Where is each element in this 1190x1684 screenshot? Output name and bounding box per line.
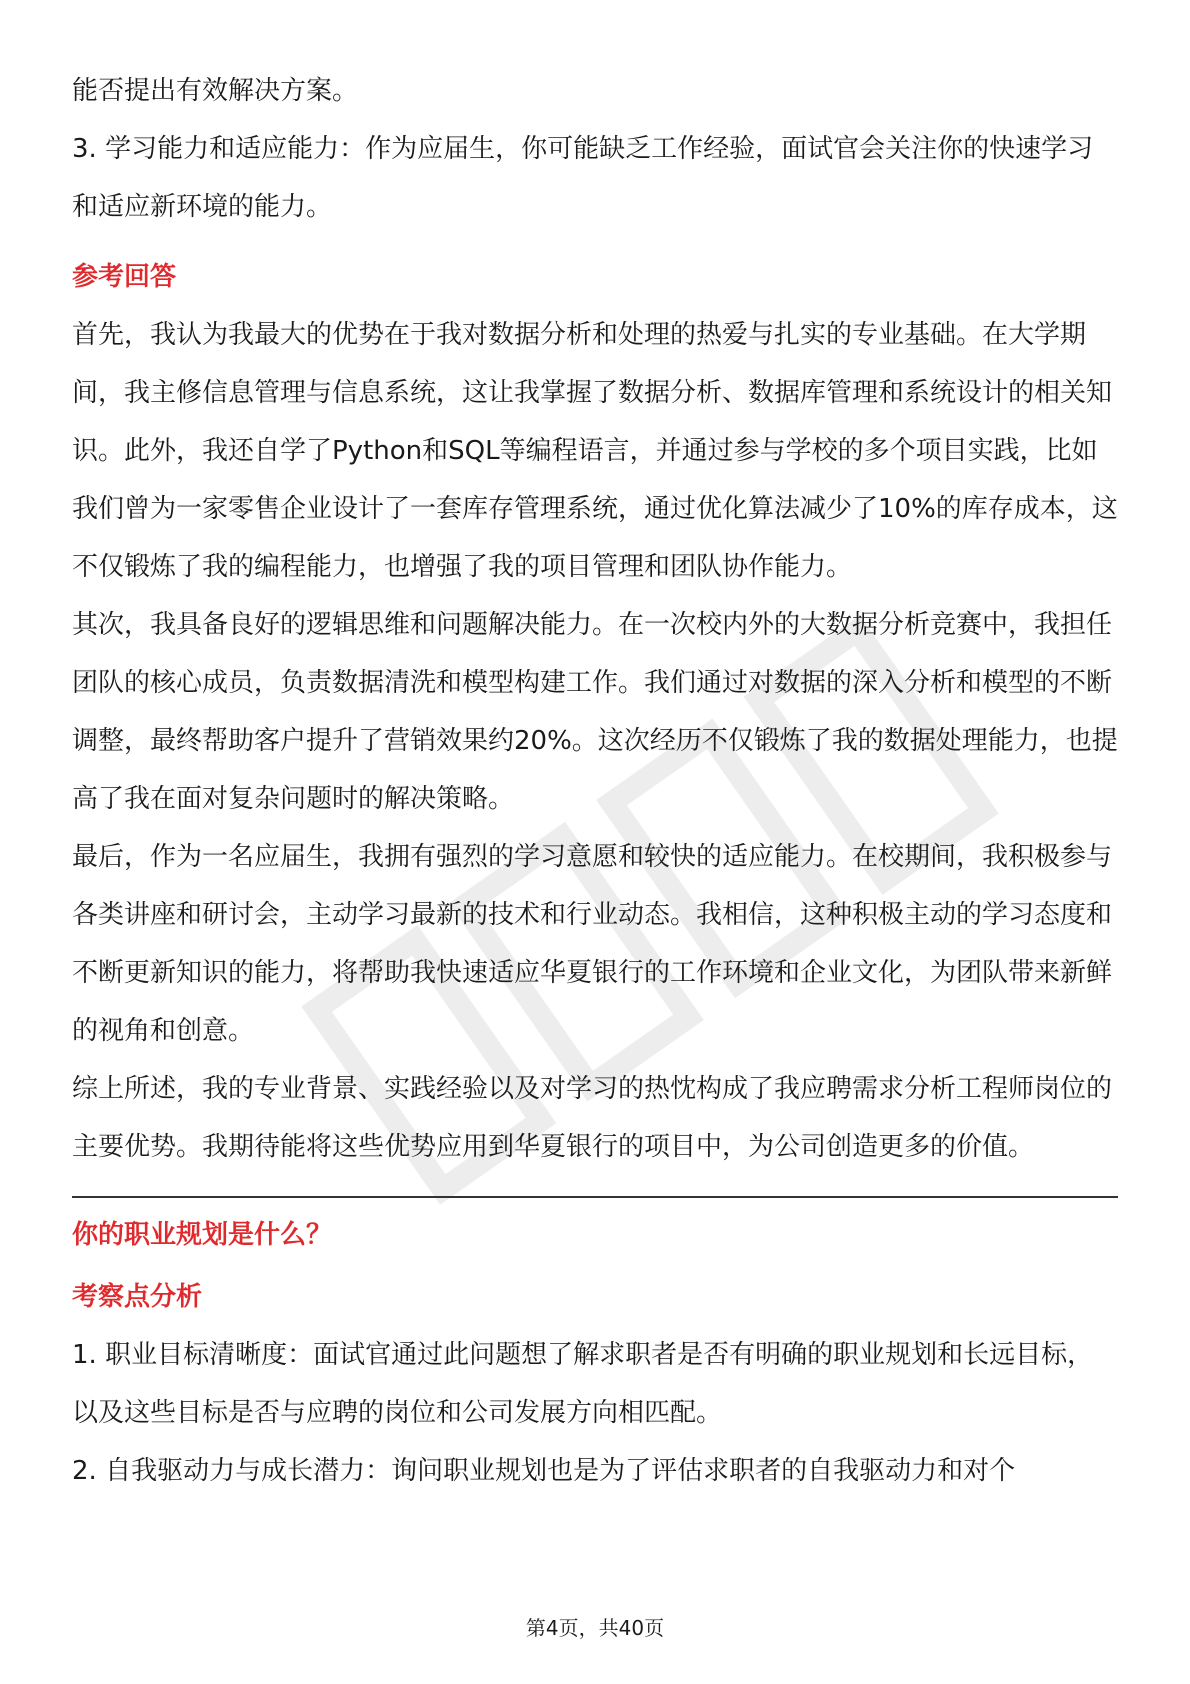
analysis-heading: 考察点分析 bbox=[72, 1282, 203, 1312]
reference-answer-heading: 参考回答 bbox=[72, 262, 177, 292]
answer-paragraph-2: 其次，我具备良好的逻辑思维和问题解决能力。在一次校内外的大数据分析竞赛中，我担任团队的核心成员，负责数据清洗和模型构建工作。我们通过对数据的深入分析和模型的不断调整，最终帮助客户提升了营销效果约20%。这次经历不仅锻炼了我的数据处理能力，也提高了我在面对复杂问题时的解决策略。 bbox=[72, 610, 1118, 814]
answer-paragraph-4: 综上所述，我的专业背景、实践经验以及对学习的热忱构成了我应聘需求分析工程师岗位的主要优势。我期待能将这些优势应用到华夏银行的项目中，为公司创造更多的价值。 bbox=[72, 1074, 1113, 1162]
answer-paragraph-3: 最后，作为一名应届生，我拥有强烈的学习意愿和较快的适应能力。在校期间，我积极参与各类讲座和研讨会，主动学习最新的技术和行业动态。我相信，这种积极主动的学习态度和不断更新知识的能力，将帮助我快速适应华夏银行的工作环境和企业文化，为团队带来新鲜的视角和创意。 bbox=[72, 842, 1113, 1046]
answer-paragraph-1: 首先，我认为我最大的优势在于我对数据分析和处理的热爱与扎实的专业基础。在大学期间，我主修信息管理与信息系统，这让我掌握了数据分析、数据库管理和系统设计的相关知识。此外，我还自学了Python和SQL等编程语言，并通过参与学校的多个项目实践，比如我们曾为一家零售企业设计了一套库存管理系统，通过优化算法减少了10%的库存成本，这不仅锻炼了我的编程能力，也增强了我的项目管理和团队协作能力。 bbox=[72, 320, 1118, 582]
question-title: 你的职业规划是什么？ bbox=[72, 1220, 333, 1250]
analysis-point-2: 2. 自我驱动力与成长潜力：询问职业规划也是为了评估求职者的自我驱动力和对个 bbox=[72, 1456, 1016, 1486]
analysis-point-1: 1. 职业目标清晰度：面试官通过此问题想了解求职者是否有明确的职业规划和长远目标，以及这些目标是否与应聘的岗位和公司发展方向相匹配。 bbox=[72, 1340, 1094, 1428]
section-divider bbox=[72, 1196, 1118, 1198]
document-page bbox=[72, 62, 1118, 1500]
point-3: 3. 学习能力和适应能力：作为应届生，你可能缺乏工作经验，面试官会关注你的快速学习和适应新环境的能力。 bbox=[72, 134, 1094, 222]
text-line: 能否提出有效解决方案。 bbox=[72, 76, 359, 106]
page-number: 第4页，共40页 bbox=[525, 1616, 665, 1640]
